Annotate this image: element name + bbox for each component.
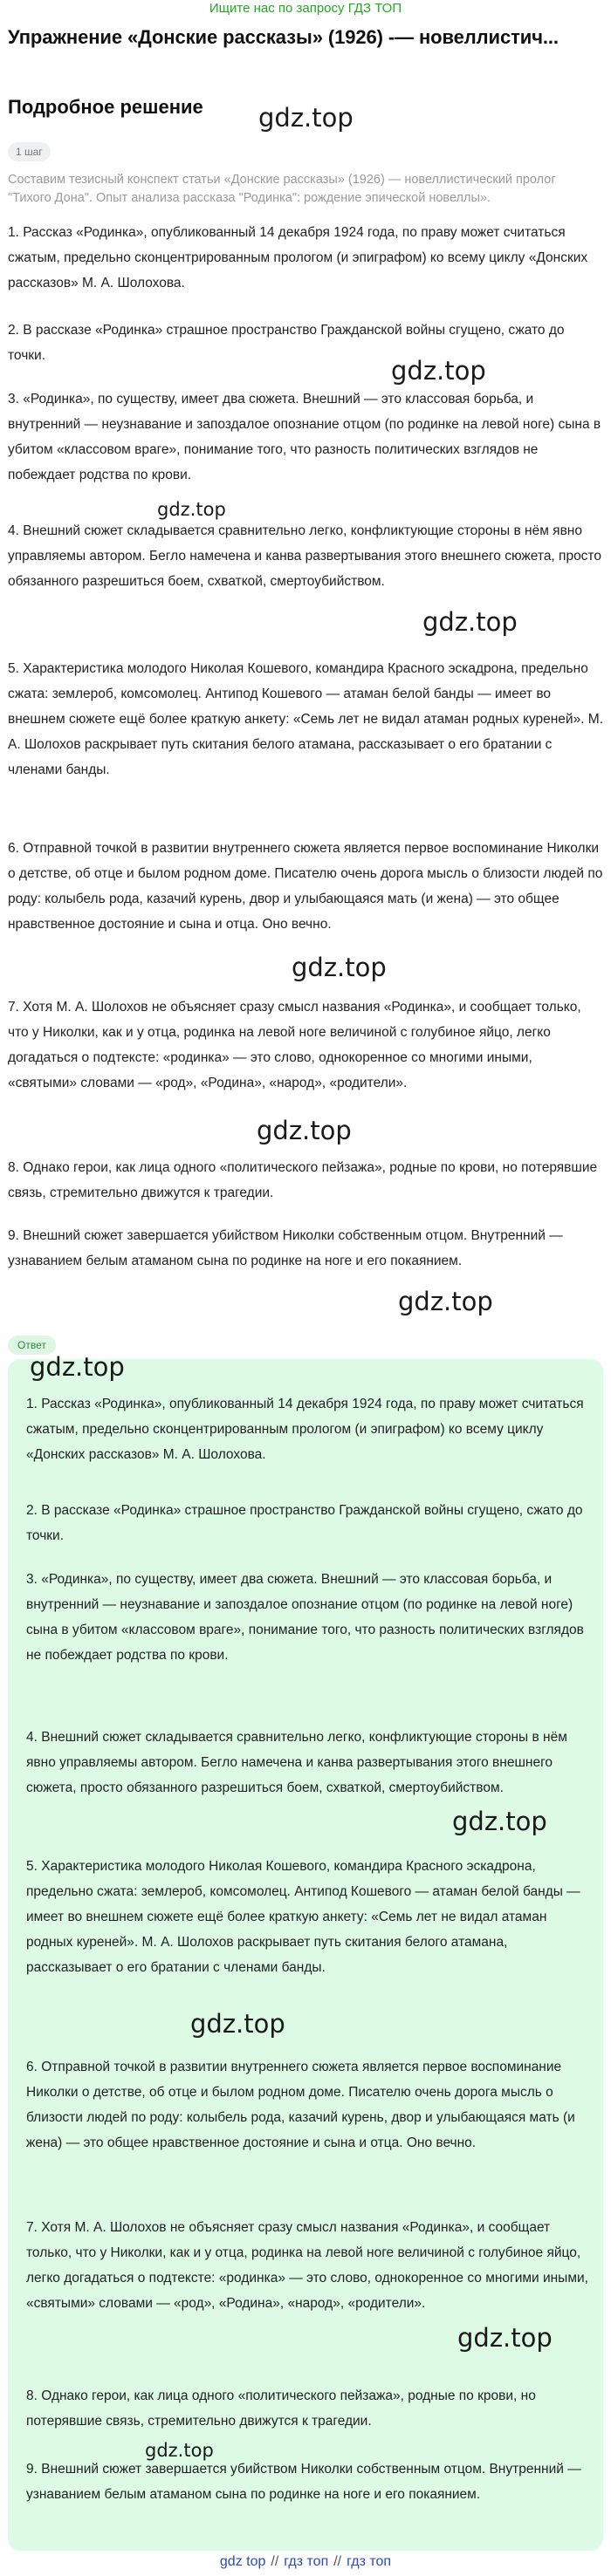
solution-paragraph-1: 1. Рассказ «Родинка», опубликованный 14 декабря 1924 года, по праву может считаться сжатым, предельно сконцентрированным прологом (и эпиграфом) ко всему циклу «Донских рассказов» М. А. Шолохова.	[8, 225, 588, 290]
watermark-11: gdz.top	[457, 2323, 553, 2353]
watermark-4: gdz.top	[422, 607, 518, 637]
solution-intro: Составим тезисный конспект статьи «Донские рассказы» (1926) — новеллистический пролог "Тихого Дона". Опыт анализа рассказа "Родинка": рождение эпической новеллы».	[8, 173, 556, 205]
footer-link-2[interactable]: гдз топ	[284, 2554, 329, 2569]
solution-paragraph-3: 3. «Родинка», по существу, имеет два сюжета. Внешний — это классовая борьба, и внутренний — неузнавание и запоздалое опознание отцом (по родинке на левой ноге) сына в убитом «классовом враге», понимание того, что разность политических взглядов не побеждает родства по крови.	[8, 392, 601, 482]
watermark-8: gdz.top	[30, 1352, 125, 1382]
solution-title: Подробное решение	[8, 96, 203, 118]
footer-separator: //	[333, 2554, 342, 2569]
answer-paragraph-8: 8. Однако герои, как лица одного «политического пейзажа», родные по крови, но потерявшие связь, стремительно движутся к трагедии.	[26, 2388, 536, 2429]
solution-paragraph-6: 6. Отправной точкой в развитии внутреннего сюжета является первое воспоминание Николки о детстве, об отце и былом родном доме. Писателю очень дорога мысль о близости людей по роду: колыбель рода, казачий курень, двор и улыбающаяся мать (и жена) — это общее нравственное достояние и сына и отца. Оно вечно.	[8, 841, 603, 932]
answer-paragraph-4: 4. Внешний сюжет складывается сравнительно легко, конфликтующие стороны в нём явно управляемы автором. Бегло намечена и канва развертывания этого внешнего сюжета, просто обязанного разрешиться боем, схваткой, смертоубийством.	[26, 1730, 567, 1795]
answer-paragraph-6: 6. Отправной точкой в развитии внутреннего сюжета является первое воспоминание Николки о детстве, об отце и былом родном доме. Писателю очень дорога мысль о близости людей по роду: колыбель рода, казачий курень, двор и улыбающаяся мать (и жена) — это общее нравственное достояние и сына и отца. Оно вечно.	[26, 2060, 575, 2150]
footer-link-1[interactable]: gdz top	[219, 2554, 266, 2569]
watermark-9: gdz.top	[452, 1807, 547, 1836]
solution-paragraph-9: 9. Внешний сюжет завершается убийством Николки собственным отцом. Внутренний — узнаванием белым атаманом сына по родинке на ноге и его покаянием.	[8, 1228, 563, 1268]
solution-paragraph-4: 4. Внешний сюжет складывается сравнительно легко, конфликтующие стороны в нём явно управляемы автором. Бегло намечена и канва развертывания этого внешнего сюжета, просто обязанного разрешиться боем, схваткой, смертоубийством.	[8, 523, 601, 589]
answer-badge: Ответ	[8, 1336, 56, 1355]
footer-link-3[interactable]: гдз топ	[347, 2554, 392, 2569]
watermark-3: gdz.top	[157, 499, 226, 520]
watermark-1: gdz.top	[258, 103, 354, 133]
watermark-10: gdz.top	[190, 2009, 285, 2039]
watermark-6: gdz.top	[257, 1116, 352, 1145]
answer-paragraph-2: 2. В рассказе «Родинка» страшное пространство Гражданской войны сгущено, сжато до точки.	[26, 1503, 583, 1543]
solution-paragraph-7: 7. Хотя М. А. Шолохов не объясняет сразу смысл названия «Родинка», и сообщает только, что у Николки, как и у отца, родинка на левой ноге величиной с голубиное яйцо, легко догадаться о подтексте: «родинка» — это слово, однокоренное со многими иными, «святыми» словами — «род», «Родина», «народ», «родители».	[8, 1000, 581, 1090]
watermark-5: gdz.top	[292, 953, 387, 982]
solution-paragraph-2: 2. В рассказе «Родинка» страшное пространство Гражданской войны сгущено, сжато до точки.	[8, 323, 565, 363]
answer-paragraph-1: 1. Рассказ «Родинка», опубликованный 14 декабря 1924 года, по праву может считаться сжатым, предельно сконцентрированным прологом (и эпиграфом) ко всему циклу «Донских рассказов» М. А. Шолохова.	[26, 1397, 584, 1462]
page-title: Упражнение «Донские рассказы» (1926) -— новеллистич...	[8, 26, 559, 48]
search-hint-banner: Ищите нас по запросу ГДЗ ТОП	[209, 1, 402, 16]
watermark-12: gdz.top	[145, 2440, 214, 2461]
watermark-7: gdz.top	[398, 1287, 493, 1316]
watermark-2: gdz.top	[391, 356, 486, 386]
solution-paragraph-8: 8. Однако герои, как лица одного «политического пейзажа», родные по крови, но потерявшие связь, стремительно движутся к трагедии.	[8, 1160, 598, 1200]
footer-links	[0, 2547, 611, 2576]
solution-paragraph-5: 5. Характеристика молодого Николая Кошевого, командира Красного эскадрона, предельно сжата: землероб, комсомолец. Антипод Кошевого — атаман белой банды — имеет во внешнем сюжете ещё более краткую анкету: «Семь лет не видал атаман родных куреней». М. А. Шолохов раскрывает путь скитания белого атамана, рассказывает о его братании с членами банды.	[8, 661, 604, 777]
step-badge: 1 шаг	[8, 142, 51, 161]
answer-paragraph-3: 3. «Родинка», по существу, имеет два сюжета. Внешний — это классовая борьба, и внутренний — неузнавание и запоздалое опознание отцом (по родинке на левой ноге) сына в убитом «классовом враге», понимание того, что разность политических взглядов не побеждает родства по крови.	[26, 1572, 584, 1663]
footer-separator: //	[271, 2554, 279, 2569]
answer-paragraph-5: 5. Характеристика молодого Николая Кошевого, командира Красного эскадрона, предельно сжата: землероб, комсомолец. Антипод Кошевого — атаман белой банды — имеет во внешнем сюжете ещё более краткую анкету: «Семь лет не видал атаман родных куреней». М. А. Шолохов раскрывает путь скитания белого атамана, рассказывает о его братании с членами банды.	[26, 1859, 580, 1975]
answer-paragraph-7: 7. Хотя М. А. Шолохов не объясняет сразу смысл названия «Родинка», и сообщает только, что у Николки, как и у отца, родинка на левой ноге величиной с голубиное яйцо, легко догадаться о подтексте: «родинка» — это слово, однокоренное со многими иными, «святыми» словами — «род», «Родина», «народ», «родители».	[26, 2220, 588, 2311]
answer-paragraph-9: 9. Внешний сюжет завершается убийством Николки собственным отцом. Внутренний — узнаванием белым атаманом сына по родинке на ноге и его покаянием.	[26, 2462, 581, 2502]
